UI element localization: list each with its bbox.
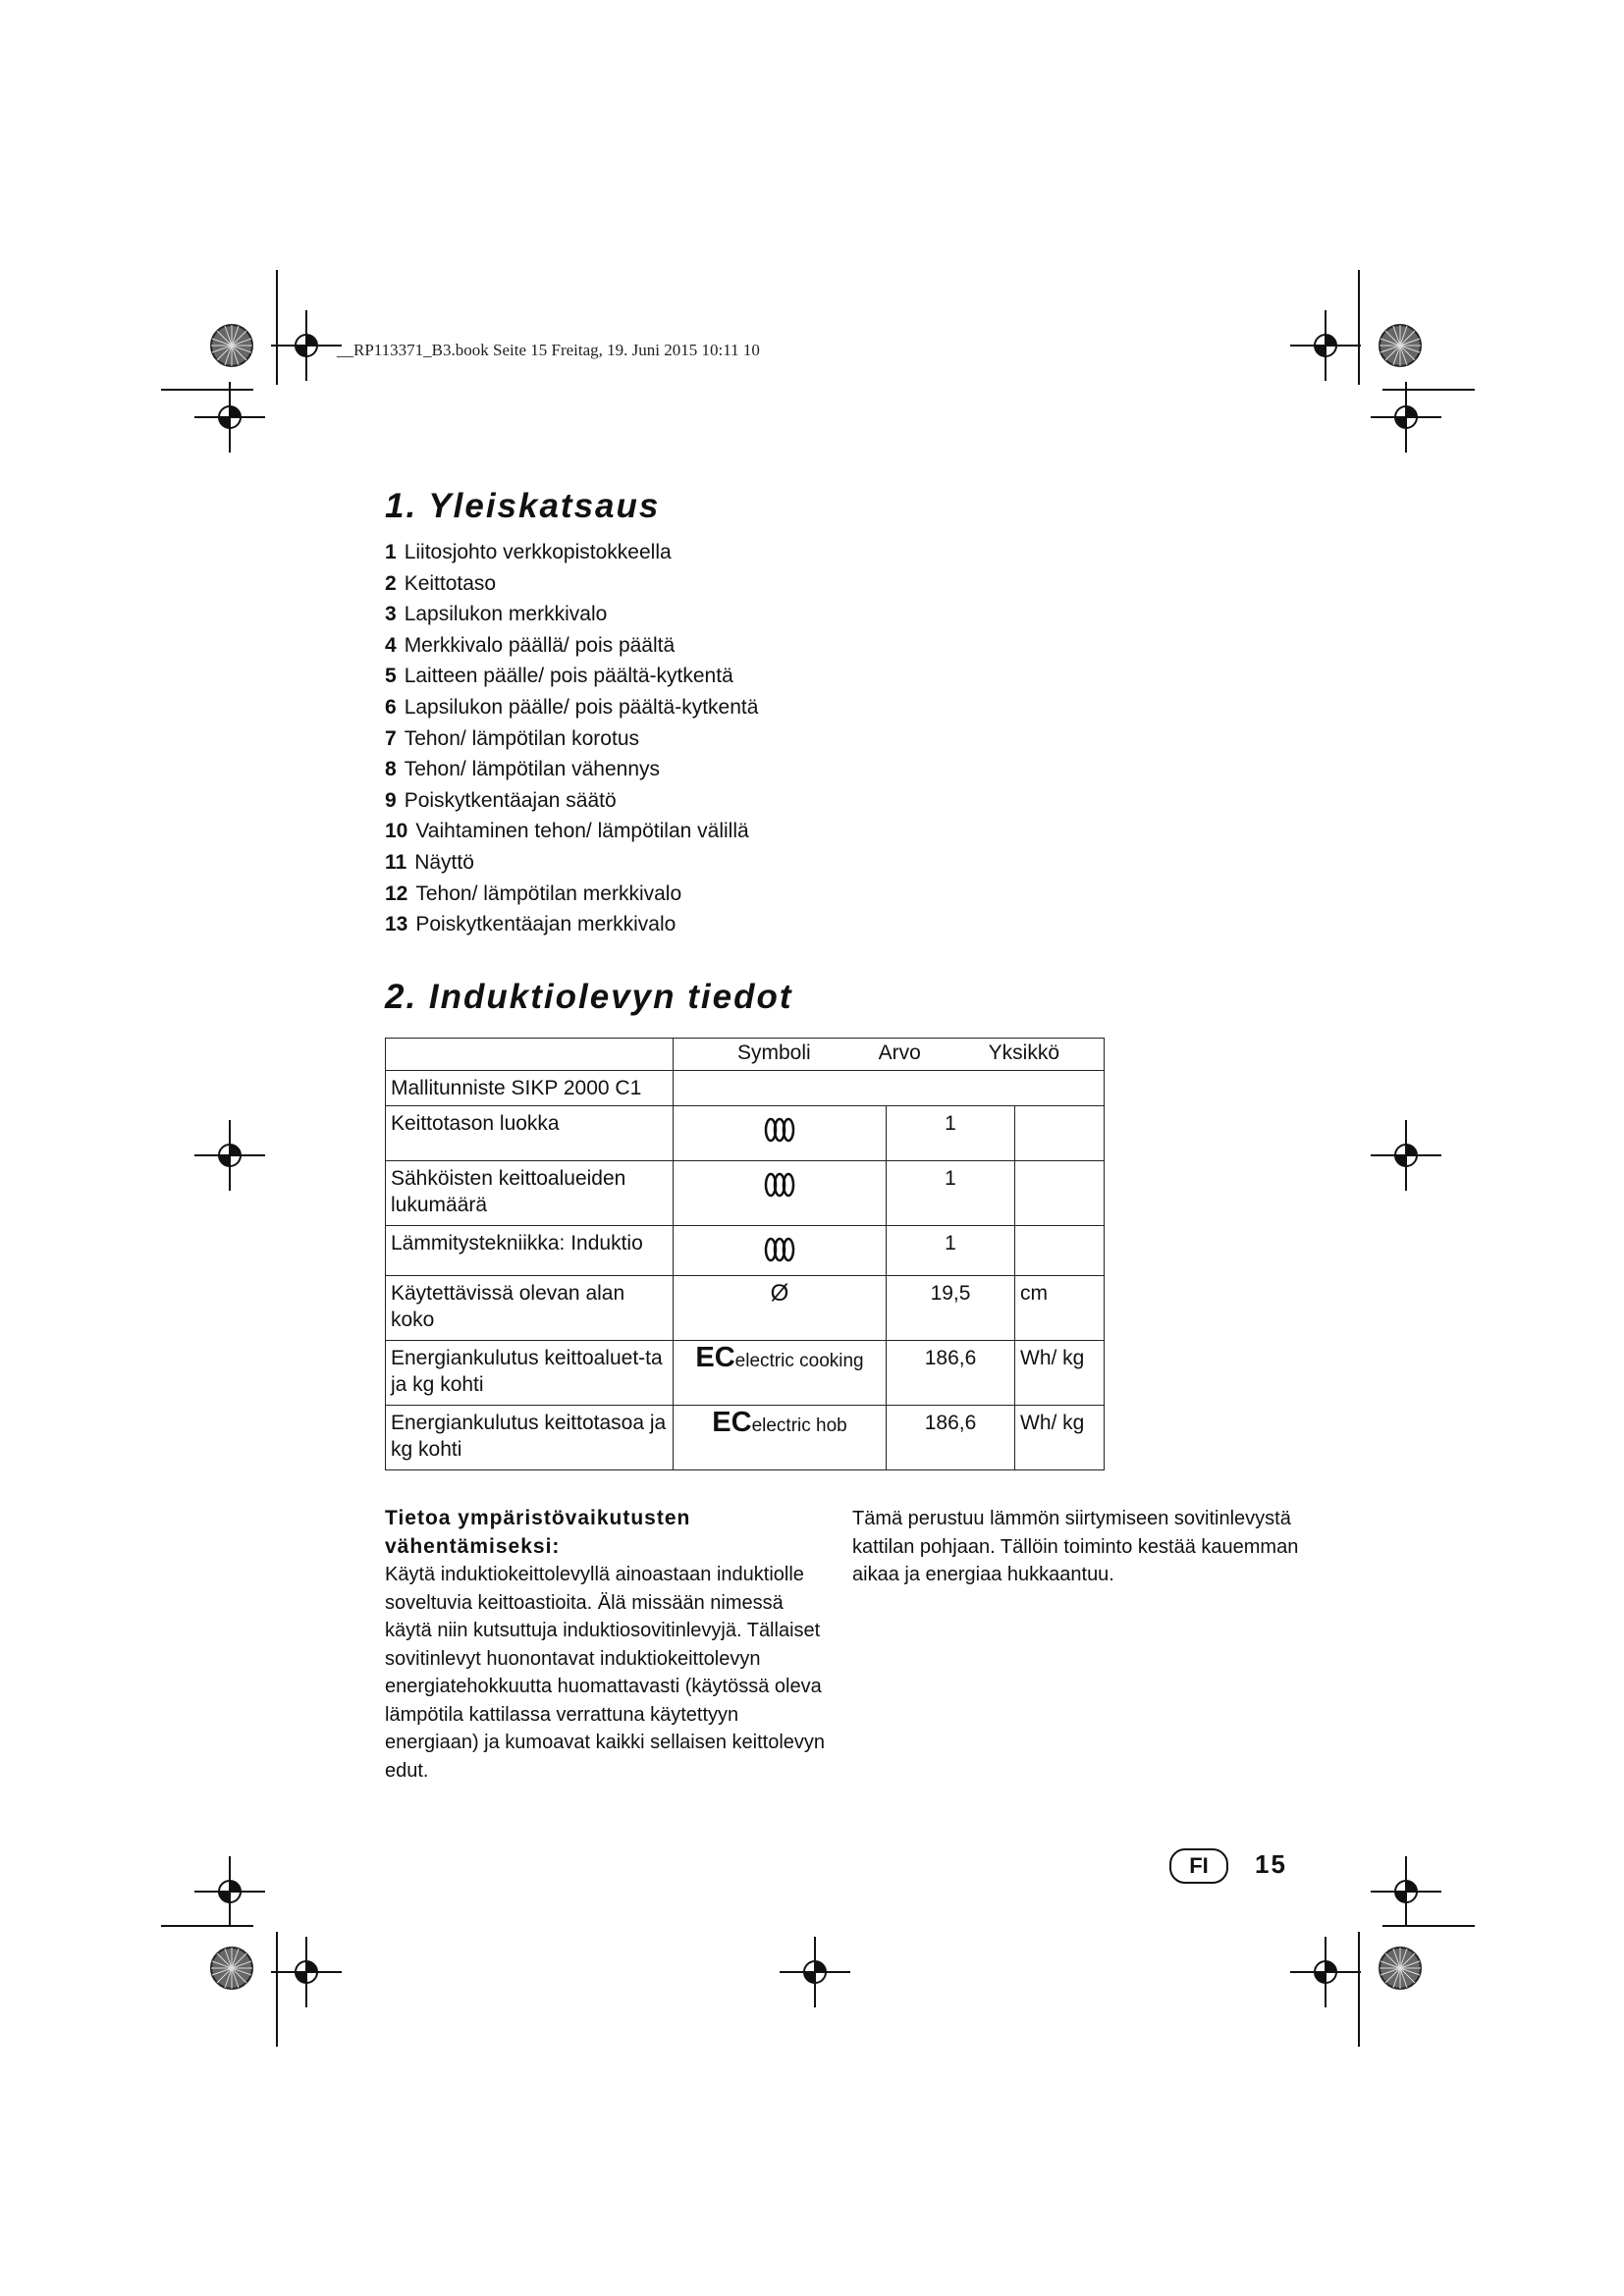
row-unit: cm [1015,1276,1105,1341]
list-item [385,599,758,630]
item-number: 6 [385,695,397,719]
environment-column-left [385,1505,825,1785]
row-symbol [674,1226,887,1276]
row-unit [1015,1106,1105,1161]
language-badge: FI [1169,1848,1228,1884]
induction-coil-icon [764,1116,795,1144]
list-item [385,816,758,847]
item-number: 11 [385,850,407,874]
row-value: 186,6 [887,1406,1015,1470]
item-number: 13 [385,913,408,936]
row-symbol [674,1161,887,1226]
item-text: Lapsilukon päälle/ pois päältä-kytkentä [404,695,759,719]
table-row [386,1106,1105,1161]
table-row [386,1071,1105,1106]
row-symbol [674,1106,887,1161]
row-unit [1015,1161,1105,1226]
ec-symbol: EC [695,1342,735,1373]
item-text: Tehon/ lämpötilan vähennys [404,758,661,781]
row-label: Energiankulutus keittoaluet-ta ja kg kohti [386,1341,674,1406]
header-unit: Yksikkö [988,1041,1060,1064]
diameter-symbol: Ø [674,1276,887,1341]
ec-symbol: EC [712,1407,752,1438]
list-item [385,537,758,568]
table-row [386,1161,1105,1226]
item-text: Lapsilukon merkkivalo [404,603,608,626]
row-unit: Wh/ kg [1015,1406,1105,1470]
item-text: Liitosjohto verkkopistokkeella [404,541,672,563]
model-empty-cell [674,1071,1105,1106]
table-row [386,1276,1105,1341]
row-unit [1015,1226,1105,1276]
item-number: 9 [385,788,397,812]
environment-heading: Tietoa ympäristövaikutusten vähentämiseksi: [385,1507,691,1558]
list-item [385,568,758,600]
header-empty-cell [386,1039,674,1071]
header-cell [674,1039,1105,1071]
item-number: 3 [385,603,397,626]
item-number: 7 [385,726,397,750]
list-item [385,661,758,692]
list-item [385,785,758,817]
row-label: Sähköisten keittoalueiden lukumäärä [386,1161,674,1226]
list-item [385,754,758,785]
model-cell: Mallitunniste SIKP 2000 C1 [386,1071,674,1106]
row-value: 19,5 [887,1276,1015,1341]
row-label: Lämmitystekniikka: Induktio [386,1226,674,1276]
row-value: 1 [887,1106,1015,1161]
induction-coil-icon [764,1171,795,1199]
row-value: 1 [887,1226,1015,1276]
row-unit: Wh/ kg [1015,1341,1105,1406]
table-header-row [386,1039,1105,1071]
row-value: 186,6 [887,1341,1015,1406]
environment-text-left: Käytä induktiokeittolevyllä ainoastaan induktiolle soveltuvia keittoastioita. Älä missään nimessä käytä niin kutsuttuja induktiosovitinlevyjä. Tällaiset sovitinlevyt huonontavat induktiokeittolevyn energiatehokkuutta huomattavasti (käytössä oleva lämpötila kattilassa verrattuna käytettyyn energiaan) ja kumoavat kaikki sellaisen keittolevyn edut. [385,1564,826,1782]
list-item [385,630,758,662]
row-value: 1 [887,1161,1015,1226]
list-item [385,879,758,910]
item-text: Laitteen päälle/ pois päältä-kytkentä [404,665,733,688]
item-number: 1 [385,541,397,563]
item-text: Vaihtaminen tehon/ lämpötilan välillä [415,820,749,843]
table-row [386,1226,1105,1276]
list-item [385,909,758,940]
item-number: 12 [385,881,408,905]
item-text: Keittotaso [404,571,497,595]
page-number: 15 [1255,1849,1287,1879]
environment-column-right [852,1505,1304,1589]
table-row [386,1341,1105,1406]
book-header: __RP113371_B3.book Seite 15 Freitag, 19. Juni 2015 10:11 10 [337,341,760,359]
item-text: Poiskytkentäajan merkkivalo [415,913,677,936]
header-symbol: Symboli [737,1041,811,1064]
ec-subscript: electric hob [751,1415,847,1436]
induction-coil-icon [764,1236,795,1263]
list-item [385,847,758,879]
item-text: Näyttö [414,850,474,874]
item-number: 4 [385,633,397,657]
table-row [386,1406,1105,1470]
item-text: Poiskytkentäajan säätö [404,788,617,812]
row-label: Energiankulutus keittotasoa ja kg kohti [386,1406,674,1470]
list-item [385,692,758,723]
environment-text-right: Tämä perustuu lämmön siirtymiseen sovitinlevystä kattilan pohjaan. Tällöin toiminto kestää kauemman aikaa ja energiaa hukkaantuu. [852,1508,1299,1585]
row-label: Keittotason luokka [386,1106,674,1161]
section1-title: 1. Yleiskatsaus [385,487,661,525]
item-text: Tehon/ lämpötilan korotus [404,726,639,750]
item-number: 10 [385,820,408,843]
item-text: Merkkivalo päällä/ pois päältä [404,633,676,657]
row-symbol [674,1406,887,1470]
item-number: 8 [385,758,397,781]
ec-subscript: electric cooking [734,1351,864,1371]
row-label: Käytettävissä olevan alan koko [386,1276,674,1341]
parts-list [385,537,758,940]
item-number: 2 [385,571,397,595]
item-number: 5 [385,665,397,688]
section2-title: 2. Induktiolevyn tiedot [385,978,793,1016]
list-item [385,723,758,755]
item-text: Tehon/ lämpötilan merkkivalo [415,881,682,905]
header-value: Arvo [878,1041,921,1064]
row-symbol [674,1341,887,1406]
spec-table [385,1038,1105,1470]
